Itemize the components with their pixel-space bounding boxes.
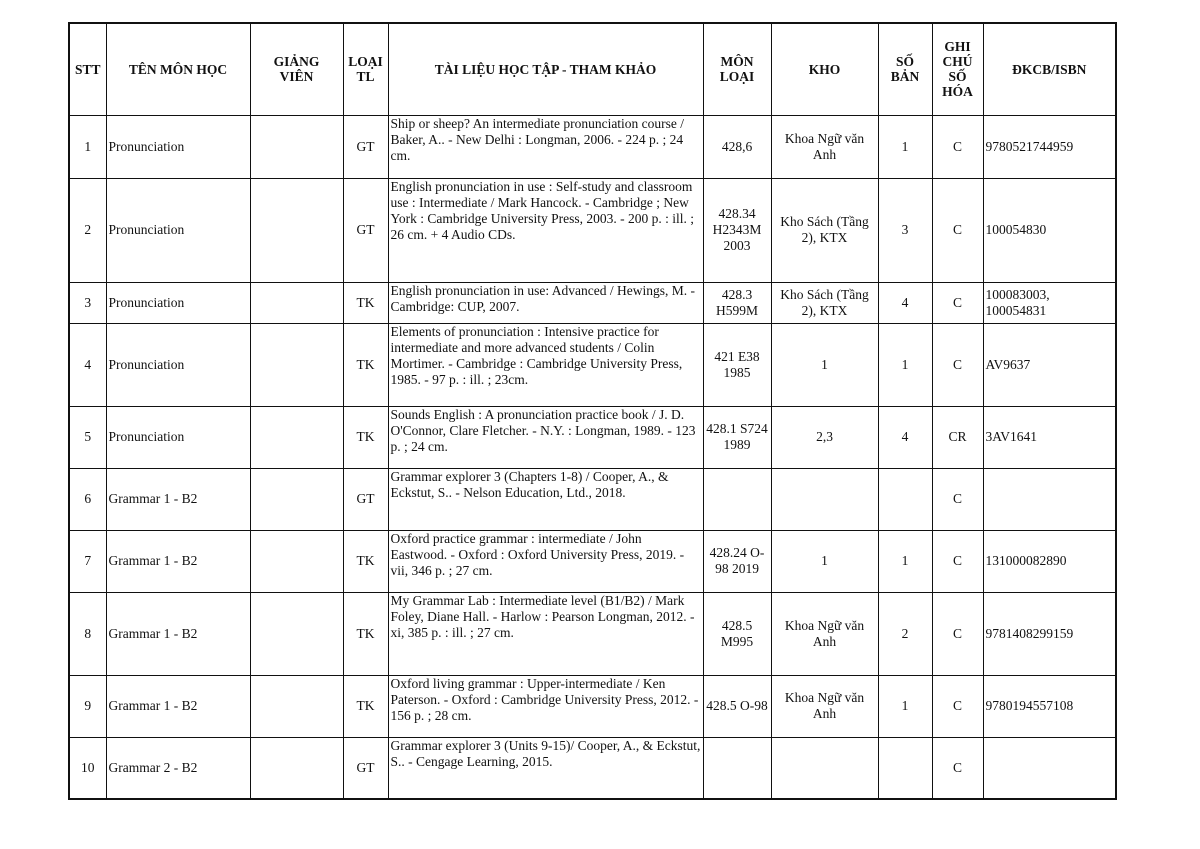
row-reference: Grammar explorer 3 (Units 9-15)/ Cooper, A., & Eckstut, S.. - Cengage Learning, 2015.: [388, 737, 703, 799]
row-isbn: 9780194557108: [983, 675, 1116, 737]
row-reference: Elements of pronunciation : Intensive practice for intermediate and more advanced students / Colin Mortimer. - Cambridge : Cambridge University Press, 1985. - 97 p. : ill. ; 23cm.: [388, 323, 703, 406]
row-digitized: CR: [932, 406, 983, 468]
row-reference: Grammar explorer 3 (Chapters 1-8) / Cooper, A., & Eckstut, S.. - Nelson Education, Ltd., 2018.: [388, 468, 703, 530]
row-copies: 4: [878, 282, 932, 323]
row-stt: 8: [69, 592, 106, 675]
row-stt: 7: [69, 530, 106, 592]
table-row: [69, 282, 1116, 323]
row-type: TK: [343, 406, 388, 468]
row-copies: 2: [878, 592, 932, 675]
row-stt: 10: [69, 737, 106, 799]
row-stt: 1: [69, 115, 106, 178]
row-type: GT: [343, 115, 388, 178]
row-course: Pronunciation: [106, 115, 250, 178]
row-course: Pronunciation: [106, 406, 250, 468]
row-classification: 428.3 H599M: [703, 282, 771, 323]
row-type: GT: [343, 178, 388, 282]
row-copies: 1: [878, 115, 932, 178]
row-reference: Oxford practice grammar : intermediate / John Eastwood. - Oxford : Oxford University Press, 2019. - vii, 346 p. ; 27 cm.: [388, 530, 703, 592]
row-location: Khoa Ngữ văn Anh: [771, 675, 878, 737]
row-stt: 6: [69, 468, 106, 530]
row-course: Grammar 1 - B2: [106, 468, 250, 530]
row-reference: Oxford living grammar : Upper-intermediate / Ken Paterson. - Oxford : Cambridge University Press, 2012. - 156 p. ; 28 cm.: [388, 675, 703, 737]
row-copies: 3: [878, 178, 932, 282]
row-copies: [878, 737, 932, 799]
row-stt: 2: [69, 178, 106, 282]
row-lecturer: [250, 323, 343, 406]
row-course: Grammar 1 - B2: [106, 592, 250, 675]
row-location: Khoa Ngữ văn Anh: [771, 592, 878, 675]
row-digitized: C: [932, 530, 983, 592]
header-digitized: GHI CHÚ SỐ HÓA: [932, 23, 983, 115]
row-stt: 9: [69, 675, 106, 737]
row-type: TK: [343, 323, 388, 406]
table-row: [69, 178, 1116, 282]
row-type: GT: [343, 737, 388, 799]
row-isbn: [983, 468, 1116, 530]
table-row: [69, 592, 1116, 675]
row-type: GT: [343, 468, 388, 530]
row-reference: English pronunciation in use : Self-study and classroom use : Intermediate / Mark Hancock. - Cambridge ; New York : Cambridge University Press, 2003. - 200 p. : ill. ; 26 cm. + 4 Audio CDs.: [388, 178, 703, 282]
row-stt: 4: [69, 323, 106, 406]
row-digitized: C: [932, 323, 983, 406]
row-course: Grammar 1 - B2: [106, 675, 250, 737]
row-location: [771, 468, 878, 530]
row-location: Kho Sách (Tầng 2), KTX: [771, 282, 878, 323]
header-stt: STT: [69, 23, 106, 115]
table-row: [69, 406, 1116, 468]
table-row: [69, 530, 1116, 592]
row-lecturer: [250, 530, 343, 592]
row-reference: Sounds English : A pronunciation practice book / J. D. O'Connor, Clare Fletcher. - N.Y. : Longman, 1989. - 123 p. ; 24 cm.: [388, 406, 703, 468]
table-row: [69, 468, 1116, 530]
row-digitized: C: [932, 675, 983, 737]
row-location: Kho Sách (Tầng 2), KTX: [771, 178, 878, 282]
table-row: [69, 323, 1116, 406]
row-isbn: 100083003, 100054831: [983, 282, 1116, 323]
row-copies: 1: [878, 675, 932, 737]
row-copies: [878, 468, 932, 530]
row-lecturer: [250, 178, 343, 282]
header-classification: MÔN LOẠI: [703, 23, 771, 115]
row-lecturer: [250, 737, 343, 799]
header-copies: SỐ BẢN: [878, 23, 932, 115]
row-classification: 428,6: [703, 115, 771, 178]
row-type: TK: [343, 592, 388, 675]
row-location: 1: [771, 323, 878, 406]
row-type: TK: [343, 530, 388, 592]
row-type: TK: [343, 282, 388, 323]
row-isbn: 131000082890: [983, 530, 1116, 592]
row-location: [771, 737, 878, 799]
row-isbn: 9780521744959: [983, 115, 1116, 178]
row-course: Pronunciation: [106, 323, 250, 406]
row-classification: 428.24 O-98 2019: [703, 530, 771, 592]
header-isbn: ĐKCB/ISBN: [983, 23, 1116, 115]
row-location: Khoa Ngữ văn Anh: [771, 115, 878, 178]
bibliography-table: [68, 22, 1117, 800]
row-isbn: [983, 737, 1116, 799]
row-digitized: C: [932, 115, 983, 178]
row-copies: 1: [878, 530, 932, 592]
row-lecturer: [250, 592, 343, 675]
row-isbn: 100054830: [983, 178, 1116, 282]
row-lecturer: [250, 675, 343, 737]
header-type: LOẠI TL: [343, 23, 388, 115]
row-course: Pronunciation: [106, 282, 250, 323]
row-classification: 428.1 S724 1989: [703, 406, 771, 468]
row-location: 1: [771, 530, 878, 592]
row-classification: 421 E38 1985: [703, 323, 771, 406]
row-lecturer: [250, 468, 343, 530]
table-body: [69, 115, 1116, 799]
header-reference: TÀI LIỆU HỌC TẬP - THAM KHẢO: [388, 23, 703, 115]
row-digitized: C: [932, 592, 983, 675]
row-isbn: 9781408299159: [983, 592, 1116, 675]
row-lecturer: [250, 406, 343, 468]
row-classification: 428.5 M995: [703, 592, 771, 675]
row-course: Pronunciation: [106, 178, 250, 282]
row-digitized: C: [932, 737, 983, 799]
row-isbn: 3AV1641: [983, 406, 1116, 468]
row-classification: [703, 468, 771, 530]
row-reference: English pronunciation in use: Advanced / Hewings, M. - Cambridge: CUP, 2007.: [388, 282, 703, 323]
table-row: [69, 115, 1116, 178]
row-classification: 428.5 O-98: [703, 675, 771, 737]
table-row: [69, 675, 1116, 737]
header-location: KHO: [771, 23, 878, 115]
table-row: [69, 737, 1116, 799]
row-course: Grammar 1 - B2: [106, 530, 250, 592]
row-isbn: AV9637: [983, 323, 1116, 406]
row-copies: 4: [878, 406, 932, 468]
row-lecturer: [250, 282, 343, 323]
row-location: 2,3: [771, 406, 878, 468]
header-lecturer: GIẢNG VIÊN: [250, 23, 343, 115]
row-digitized: C: [932, 468, 983, 530]
row-stt: 3: [69, 282, 106, 323]
row-classification: [703, 737, 771, 799]
row-lecturer: [250, 115, 343, 178]
row-reference: My Grammar Lab : Intermediate level (B1/B2) / Mark Foley, Diane Hall. - Harlow : Pearson Longman, 2012. - xi, 385 p. : ill. ; 27 cm.: [388, 592, 703, 675]
row-copies: 1: [878, 323, 932, 406]
row-type: TK: [343, 675, 388, 737]
row-reference: Ship or sheep? An intermediate pronunciation course / Baker, A.. - New Delhi : Longman, 2006. - 224 p. ; 24 cm.: [388, 115, 703, 178]
row-digitized: C: [932, 282, 983, 323]
header-course: TÊN MÔN HỌC: [106, 23, 250, 115]
header-row: [69, 23, 1116, 115]
row-digitized: C: [932, 178, 983, 282]
row-course: Grammar 2 - B2: [106, 737, 250, 799]
row-stt: 5: [69, 406, 106, 468]
row-classification: 428.34 H2343M 2003: [703, 178, 771, 282]
